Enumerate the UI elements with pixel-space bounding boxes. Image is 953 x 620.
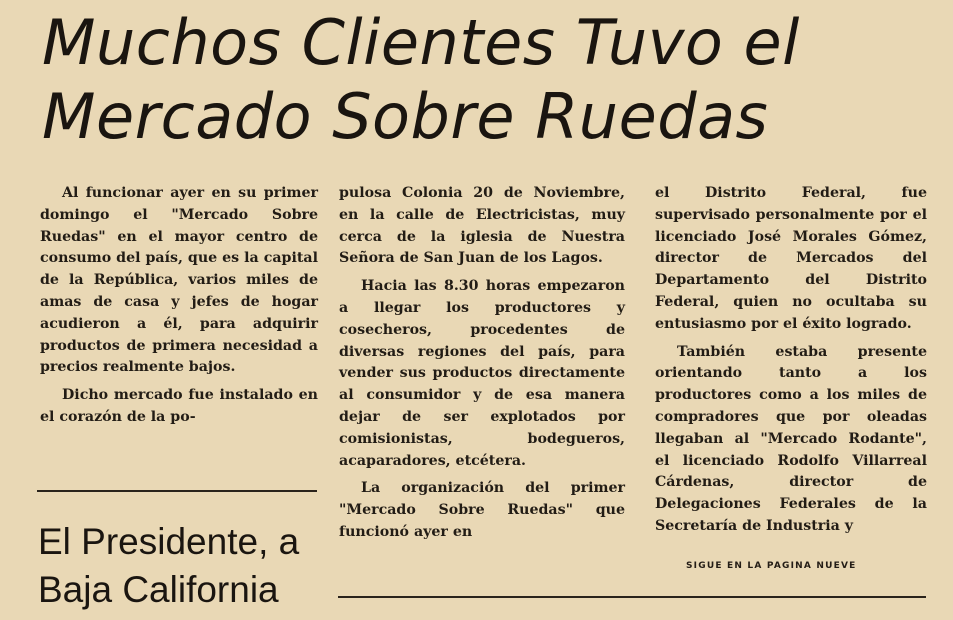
secondary-headline-line-1: El Presidente, a — [38, 521, 300, 562]
secondary-headline-line-2: Baja California — [38, 569, 279, 610]
bottom-rule — [338, 596, 926, 598]
column-divider-rule — [37, 490, 317, 492]
paragraph: Hacia las 8.30 horas empezaron a llegar los productores y cosecheros, procedentes de diversas regiones del país, para vender sus productos directamente al consumidor y de esa manera dejar de ser explotados por comisionistas, bodegueros, acaparadores, etcétera. — [339, 278, 625, 469]
article-column-3 — [655, 183, 927, 544]
paragraph: pulosa Colonia 20 de Noviembre, en la calle de Electricistas, muy cerca de la iglesia de Nuestra Señora de San Juan de los Lagos. — [339, 185, 625, 267]
secondary-headline — [38, 518, 328, 614]
paragraph: el Distrito Federal, fue supervisado personalmente por el licenciado José Morales Gómez, director de Mercados del Departamento del Distrito Federal, quien no ocultaba su entusiasmo por el éxito logrado. — [655, 185, 927, 332]
headline-line-1: Muchos Clientes Tuvo el — [42, 6, 800, 79]
paragraph: La organización del primer "Mercado Sobre Ruedas" que funcionó ayer en — [339, 480, 625, 540]
article-column-2 — [339, 183, 625, 550]
continued-on-page-note: SIGUE EN LA PAGINA NUEVE — [686, 561, 857, 571]
paragraph: También estaba presente orientando tanto a los productores como a los miles de compradores que por oleadas llegaban al "Mercado Rodante", el licenciado Rodolfo Villarreal Cárdenas, director de Delegaciones Federales de la Secretaría de Industria y — [655, 343, 927, 534]
paragraph: Al funcionar ayer en su primer domingo el "Mercado Sobre Ruedas" en el mayor centro de consumo del país, que es la capital de la República, varios miles de amas de casa y jefes de hogar acudieron a él, para adquirir productos de primera necesidad a precios realmente bajos. — [40, 185, 318, 376]
article-column-1 — [40, 183, 318, 435]
paragraph: Dicho mercado fue instalado en el corazón de la po- — [40, 387, 318, 425]
headline-line-2: Mercado Sobre Ruedas — [42, 80, 769, 153]
headline — [42, 6, 942, 154]
